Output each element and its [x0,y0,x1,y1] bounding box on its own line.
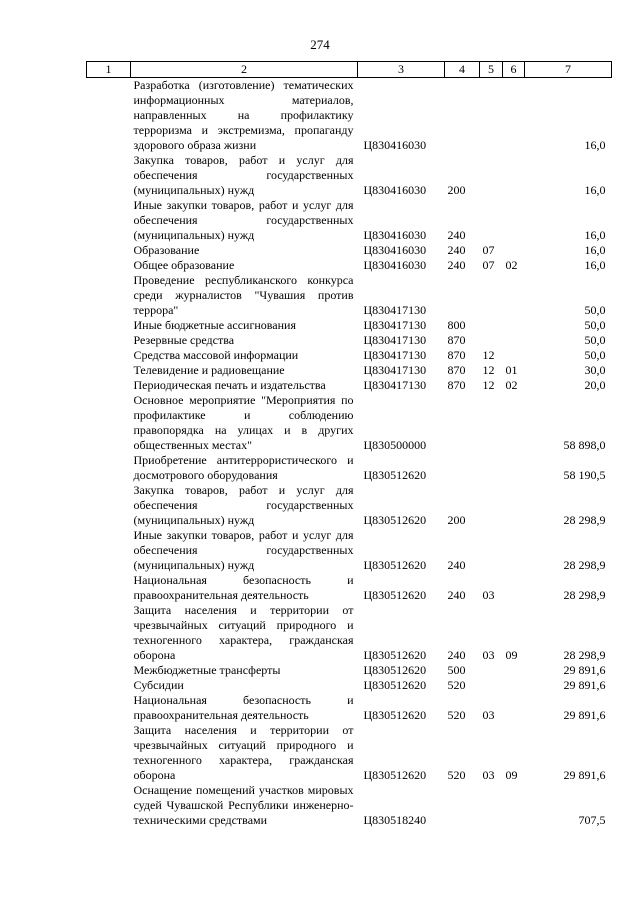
target-code-cell: Ц830417130 [363,318,427,332]
table-row [87,318,612,333]
table-row [87,78,612,154]
section-cell [480,273,503,318]
section-cell: 07 [482,243,495,257]
amount-cell: 16,0 [584,138,606,152]
expense-name-cell: Разработка (изготовление) тематических информационных материалов, направленных на профилактику терроризма и экстремизма, пропаганду здорового образа жизни [133,78,354,152]
amount-cell: 16,0 [584,183,606,197]
subsection-cell [503,678,525,693]
subsection-cell [503,663,525,678]
expense-name-cell: Резервные средства [133,333,235,347]
table-row [87,453,612,483]
table-row [87,723,612,783]
target-code-cell: Ц830417130 [363,378,427,392]
section-cell [480,198,503,243]
subsection-cell: 01 [505,363,518,377]
table-row [87,363,612,378]
section-cell [480,333,503,348]
subsection-cell [503,783,525,828]
amount-cell: 29 891,6 [563,663,606,677]
expense-type-cell [445,453,480,483]
section-cell: 07 [482,258,495,272]
row-number-cell [87,678,131,693]
expense-type-cell: 500 [447,663,466,677]
target-code-cell: Ц830512620 [363,708,427,722]
amount-cell: 58 898,0 [563,438,606,452]
expense-name-cell: Иные бюджетные ассигнования [133,318,296,332]
subsection-cell [503,198,525,243]
expense-name-cell: Защита населения и территории от чрезвычайных ситуаций природного и техногенного характера, гражданская оборона [133,603,354,662]
column-header-4: 4 [445,62,480,78]
subsection-cell [503,483,525,528]
table-body [87,78,612,829]
table-row [87,273,612,318]
expense-type-cell: 240 [447,243,466,257]
table-row [87,693,612,723]
target-code-cell: Ц830417130 [363,333,427,347]
amount-cell: 50,0 [584,303,606,317]
target-code-cell: Ц830417130 [363,303,427,317]
amount-cell: 29 891,6 [563,678,606,692]
table-row [87,258,612,273]
subsection-cell [503,348,525,363]
target-code-cell: Ц830512620 [363,663,427,677]
expense-name-cell: Оснащение помещений участков мировых судей Чувашской Республики инженерно-техническими средствами [133,783,354,827]
target-code-cell: Ц830512620 [363,768,427,782]
subsection-cell [503,318,525,333]
expense-name-cell: Иные закупки товаров, работ и услуг для обеспечения государственных (муниципальных) нужд [133,528,354,572]
expense-type-cell [445,783,480,828]
row-number-cell [87,723,131,783]
row-number-cell [87,318,131,333]
amount-cell: 707,5 [578,813,606,827]
subsection-cell: 09 [505,648,518,662]
table-row [87,528,612,573]
row-number-cell [87,153,131,198]
column-header-2: 2 [131,62,358,78]
amount-cell: 50,0 [584,348,606,362]
section-cell [480,483,503,528]
amount-cell: 28 298,9 [563,648,606,662]
subsection-cell [503,393,525,453]
column-number-header [87,62,612,78]
expense-type-cell: 240 [447,228,466,242]
expense-type-cell: 240 [447,648,466,662]
expense-type-cell: 870 [447,378,466,392]
section-cell [480,318,503,333]
expense-type-cell: 240 [447,558,466,572]
amount-cell: 50,0 [584,318,606,332]
section-cell [480,528,503,573]
section-cell: 12 [482,378,495,392]
table-row [87,198,612,243]
target-code-cell: Ц830416030 [363,228,427,242]
row-number-cell [87,453,131,483]
table-row [87,378,612,393]
target-code-cell: Ц830417130 [363,348,427,362]
column-header-6: 6 [503,62,525,78]
row-number-cell [87,363,131,378]
subsection-cell [503,528,525,573]
section-cell: 12 [482,363,495,377]
amount-cell: 28 298,9 [563,588,606,602]
amount-cell: 50,0 [584,333,606,347]
expense-type-cell: 800 [447,318,466,332]
expense-name-cell: Проведение республиканского конкурса среди журналистов "Чувашия против террора" [133,273,354,317]
expense-name-cell: Закупка товаров, работ и услуг для обеспечения государственных (муниципальных) нужд [133,153,354,197]
row-number-cell [87,573,131,603]
subsection-cell: 09 [505,768,518,782]
row-number-cell [87,393,131,453]
expense-type-cell [445,273,480,318]
subsection-cell [503,273,525,318]
expense-type-cell: 870 [447,333,466,347]
row-number-cell [87,348,131,363]
section-cell: 12 [482,348,495,362]
amount-cell: 28 298,9 [563,558,606,572]
target-code-cell: Ц830512620 [363,678,427,692]
row-number-cell [87,783,131,828]
column-header-1: 1 [87,62,131,78]
target-code-cell: Ц830416030 [363,258,427,272]
amount-cell: 20,0 [584,378,606,392]
expense-name-cell: Национальная безопасность и правоохранительная деятельность [133,693,354,722]
subsection-cell [503,153,525,198]
row-number-cell [87,693,131,723]
target-code-cell: Ц830518240 [363,813,427,827]
row-number-cell [87,378,131,393]
expense-name-cell: Периодическая печать и издательства [133,378,326,392]
amount-cell: 29 891,6 [563,768,606,782]
table-row [87,603,612,663]
column-header-5: 5 [480,62,503,78]
expense-type-cell: 200 [447,513,466,527]
expense-name-cell: Защита населения и территории от чрезвычайных ситуаций природного и техногенного характера, гражданская оборона [133,723,354,782]
subsection-cell [503,573,525,603]
column-header-3: 3 [358,62,445,78]
target-code-cell: Ц830512620 [363,468,427,482]
column-header-7: 7 [525,62,612,78]
target-code-cell: Ц830416030 [363,243,427,257]
table-row [87,393,612,453]
expense-name-cell: Закупка товаров, работ и услуг для обеспечения государственных (муниципальных) нужд [133,483,354,527]
expense-type-cell: 240 [447,588,466,602]
expense-name-cell: Средства массовой информации [133,348,299,362]
expense-type-cell: 870 [447,348,466,362]
row-number-cell [87,663,131,678]
amount-cell: 16,0 [584,258,606,272]
target-code-cell: Ц830500000 [363,438,427,452]
expense-type-cell: 870 [447,363,466,377]
row-number-cell [87,273,131,318]
table-row [87,678,612,693]
row-number-cell [87,78,131,154]
expense-type-cell: 240 [447,258,466,272]
expense-name-cell: Межбюджетные трансферты [133,663,281,677]
section-cell: 03 [482,588,495,602]
table-row [87,153,612,198]
amount-cell: 30,0 [584,363,606,377]
expense-type-cell [445,78,480,154]
subsection-cell [503,453,525,483]
section-cell: 03 [482,648,495,662]
expense-name-cell: Приобретение антитеррористического и досмотрового оборудования [133,453,354,482]
expense-name-cell: Национальная безопасность и правоохранительная деятельность [133,573,354,602]
target-code-cell: Ц830416030 [363,183,427,197]
subsection-cell: 02 [505,378,518,392]
section-cell [480,783,503,828]
section-cell [480,453,503,483]
amount-cell: 58 190,5 [563,468,606,482]
target-code-cell: Ц830512620 [363,558,427,572]
page-number: 274 [310,37,330,52]
row-number-cell [87,198,131,243]
budget-table [86,61,612,828]
amount-cell: 16,0 [584,243,606,257]
amount-cell: 16,0 [584,228,606,242]
target-code-cell: Ц830512620 [363,648,427,662]
expense-name-cell: Телевидение и радиовещание [133,363,285,377]
subsection-cell [503,693,525,723]
table-row [87,348,612,363]
expense-type-cell: 520 [447,678,466,692]
row-number-cell [87,333,131,348]
expense-type-cell [445,393,480,453]
table-row [87,663,612,678]
amount-cell: 28 298,9 [563,513,606,527]
row-number-cell [87,243,131,258]
section-cell [480,663,503,678]
target-code-cell: Ц830417130 [363,363,427,377]
table-row [87,573,612,603]
section-cell: 03 [482,768,495,782]
amount-cell: 29 891,6 [563,708,606,722]
section-cell [480,78,503,154]
expense-name-cell: Общее образование [133,258,235,272]
row-number-cell [87,528,131,573]
table-row [87,333,612,348]
target-code-cell: Ц830416030 [363,138,427,152]
expense-name-cell: Субсидии [133,678,184,692]
subsection-cell [503,78,525,154]
target-code-cell: Ц830512620 [363,513,427,527]
expense-name-cell: Образование [133,243,200,257]
table-row [87,783,612,828]
table-row [87,483,612,528]
section-cell: 03 [482,708,495,722]
subsection-cell [503,333,525,348]
table-row [87,243,612,258]
target-code-cell: Ц830512620 [363,588,427,602]
row-number-cell [87,603,131,663]
section-cell [480,393,503,453]
row-number-cell [87,483,131,528]
expense-name-cell: Основное мероприятие "Мероприятия по профилактике и соблюдению правопорядка на улицах и в других общественных местах" [133,393,354,452]
expense-name-cell: Иные закупки товаров, работ и услуг для обеспечения государственных (муниципальных) нужд [133,198,354,242]
subsection-cell [503,243,525,258]
section-cell [480,153,503,198]
subsection-cell: 02 [505,258,518,272]
expense-type-cell: 200 [447,183,466,197]
expense-type-cell: 520 [447,768,466,782]
expense-type-cell: 520 [447,708,466,722]
section-cell [480,678,503,693]
row-number-cell [87,258,131,273]
